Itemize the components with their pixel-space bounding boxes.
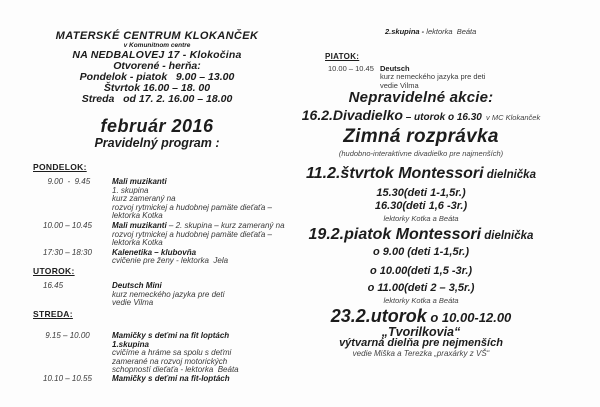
entry-line: schopností dieťaťa - lektorka Beáta	[112, 365, 239, 375]
event-note: (hudobno-interaktívne divadielko pre najmenších)	[338, 149, 504, 158]
event-date: 19.2.piatok Montessori	[308, 226, 482, 243]
continuation-note	[385, 28, 476, 37]
open-hours-line: Pondelok - piatok 9.00 – 13.00	[79, 70, 235, 83]
program-title: Pravidelný program :	[94, 135, 220, 150]
event-title: „Tvorilkovia“	[381, 324, 461, 339]
lecturers-line: lektorky Kotka a Beáta	[383, 295, 459, 305]
center-title: MATERSKÉ CENTRUM KLOKANČEK	[55, 30, 259, 42]
events-section	[290, 90, 552, 358]
entry-line: lektorka Kotka	[112, 211, 163, 221]
entry-description	[380, 65, 485, 90]
entry-line: lektorka Kotka	[112, 238, 163, 248]
entry-line: 1. skupina	[112, 185, 149, 195]
entry-title-suffix: – 2. skupina – kurz zameraný na	[166, 220, 285, 230]
montessori-slot: o 10.00(deti 1,5 -3r.)	[369, 264, 473, 277]
time-cell: 16.45	[43, 281, 64, 290]
schedule-day-piatok	[325, 46, 485, 90]
time-cell: 10.00 – 10.45	[328, 64, 374, 73]
month-title: február 2016	[100, 115, 214, 136]
entry-title-line	[112, 375, 230, 384]
schedule-day-streda	[33, 304, 305, 384]
entry-description	[112, 375, 230, 384]
event-date: 23.2.utorok	[330, 305, 427, 326]
time-cell: 9.00 - 9.45	[43, 177, 91, 186]
entry-title: Deutsch	[380, 64, 410, 73]
entry-line: rozvoj rytmickej a hudobnej pamäte dieťaťa –	[112, 229, 272, 239]
entry-description	[112, 222, 285, 248]
entry-title: Mali muzikanti	[112, 220, 167, 230]
schedule-entry	[33, 222, 305, 248]
entry-line: vedie Vilma	[380, 80, 419, 90]
entry-title: Mamičky s deťmi na fit-loptách	[112, 373, 230, 383]
schedule-day-utorok	[33, 261, 305, 308]
open-hours-line: Streda od 17. 2. 16.00 – 18.00	[81, 92, 233, 105]
entry-line: rozvoj rytmickej a hudobnej pamäte dieťaťa –	[112, 202, 272, 212]
event-date: 11.2.štvrtok Montessori	[306, 165, 484, 182]
center-subtitle: v Komunitnom centre	[123, 42, 191, 49]
montessori-slot: 15.30(deti 1-1,5r.)	[376, 187, 466, 199]
schedule-entry	[325, 65, 485, 90]
entry-line: cvičenie pre ženy - lektorka Jela	[112, 256, 229, 266]
entry-description	[112, 332, 239, 375]
entry-title: Deutsch Mini	[112, 281, 162, 290]
entry-line: kurz nemeckého jazyka pre deti	[380, 72, 486, 82]
day-label: UTOROK:	[33, 266, 75, 276]
header	[8, 30, 306, 150]
schedule-entry	[33, 178, 305, 221]
entry-title: Mali muzikanti	[112, 177, 167, 186]
day-label: PIATOK:	[325, 52, 360, 61]
entry-title: Kalenetika – klubovňa	[112, 247, 197, 257]
schedule-day-pondelok	[33, 157, 305, 266]
entry-line: cvičíme a hráme sa spolu s deťmi	[112, 348, 232, 358]
address-line: NA NEDBALOVEJ 17 - Klokočina	[72, 48, 242, 61]
schedule-entry	[33, 375, 305, 384]
time-cell: 17:30 – 18:30	[43, 247, 92, 257]
time-cell: 10.00 – 10.45	[43, 220, 92, 230]
event-title: Zimná rozprávka	[343, 126, 499, 147]
open-hours-label: Otvorené - herňa:	[113, 59, 201, 72]
montessori-slot: o 11.00(deti 2 – 3,5r.)	[367, 282, 475, 294]
entry-line: zamerané na rozvoj motorických	[112, 356, 228, 366]
event-note: vedie Miška a Terezka „praxárky z VŠ“	[352, 349, 490, 358]
event-divadielko-line	[290, 108, 552, 125]
tvorilkovia-heading	[290, 305, 552, 326]
event-date: 16.2.Divadielko	[301, 107, 403, 123]
event-title-small: dielnička	[481, 230, 534, 242]
continuation-lecturer: lektorka Beáta	[424, 27, 477, 36]
time-cell: 9.15 – 10.00	[43, 331, 90, 340]
time-cell: 10.10 – 10.55	[43, 373, 92, 383]
continuation-group: 2.skupina -	[385, 27, 425, 36]
event-title-small: dielnička	[483, 169, 536, 181]
event-place: v MC Klokanček	[481, 113, 541, 122]
schedule-entry	[33, 332, 305, 375]
event-time: – utorok o 16.30	[402, 112, 482, 123]
event-subtitle: výtvarná dielňa pre nejmenších	[339, 336, 503, 349]
event-time: o 10.00-12.00	[426, 309, 512, 325]
entry-line: kurz zameraný na	[112, 194, 176, 204]
montessori-slot: o 9.00 (deti 1-1,5r.)	[373, 246, 469, 258]
lecturers-line: lektorky Kotka a Beáta	[383, 214, 459, 223]
open-hours-line: Štvrtok 16.00 – 18. 00	[103, 81, 211, 94]
entry-subtitle: 1.skupina	[112, 339, 149, 349]
entry-title: Mamičky s deťmi na fit loptách	[112, 331, 230, 340]
montessori-heading	[290, 165, 552, 184]
entry-description	[112, 178, 272, 221]
day-label: PONDELOK:	[33, 162, 87, 172]
entry-line: vedie Vilma	[112, 298, 154, 308]
events-heading: Nepravidelné akcie:	[348, 89, 494, 106]
day-label: STREDA:	[33, 309, 73, 319]
entry-line: kurz nemeckého jazyka pre deti	[112, 289, 225, 299]
montessori-heading	[290, 226, 552, 245]
montessori-slot: 16.30(deti 1,6 -3r.)	[374, 199, 468, 212]
